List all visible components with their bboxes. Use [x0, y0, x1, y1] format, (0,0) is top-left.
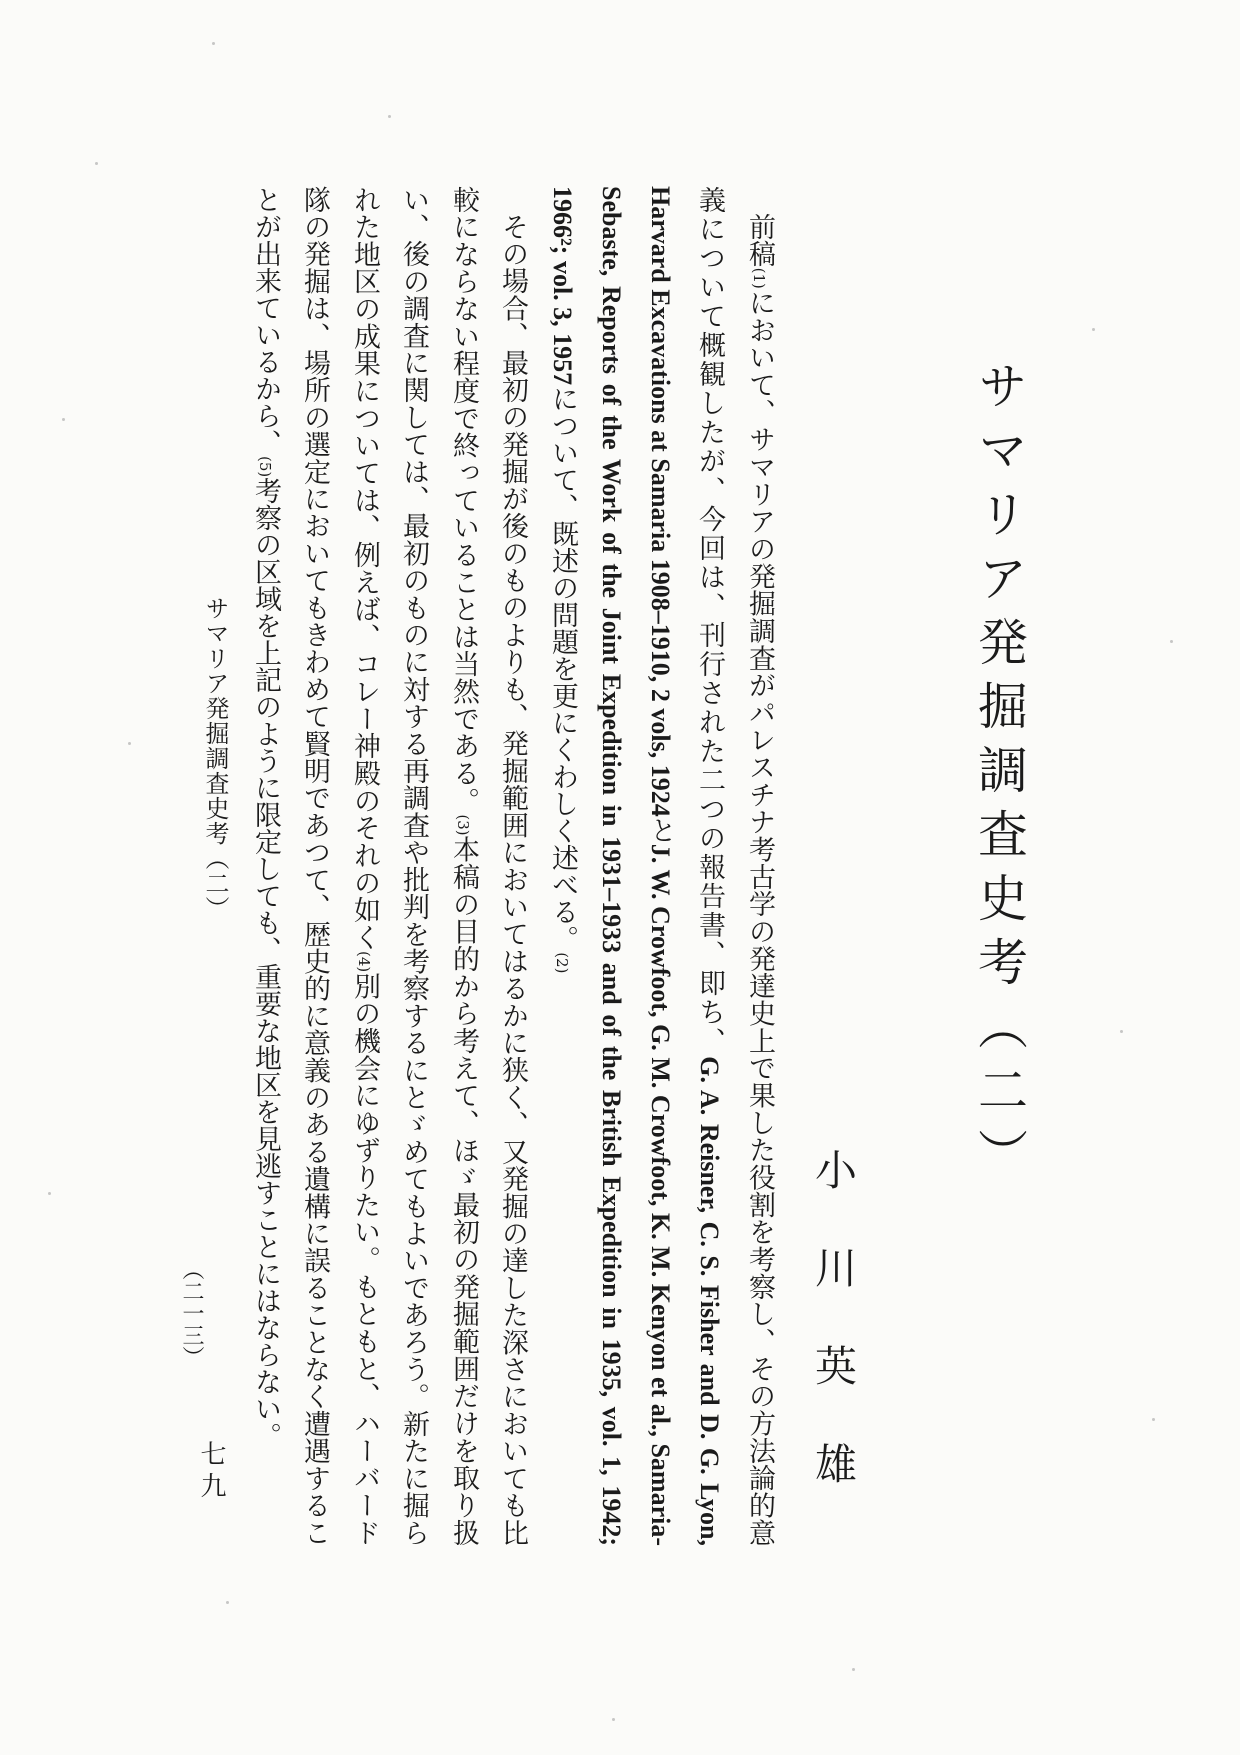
footnote-mark-1[interactable]: (1) [750, 267, 768, 289]
scan-speck [212, 42, 215, 45]
reference-crowfoot: J. W. Crowfoot, G. M. Crowfoot, K. M. Kenyon et al., Samaria-Sebaste, Reports of the Work of the Joint Expedition in 1931–1933 and of the British Expedition in 1935, vol. 1, 1942; 1966²; vol. 3, 1957 [548, 186, 675, 1547]
scan-speck [388, 115, 391, 118]
footnote-mark-2[interactable]: (2) [553, 952, 571, 974]
footnote-mark-4[interactable]: (4) [355, 951, 373, 973]
footnote-mark-3[interactable]: (3) [454, 814, 472, 836]
scan-speck [226, 1601, 229, 1604]
paragraph-1 [537, 186, 784, 1546]
paragraph-2 [240, 186, 537, 1546]
page-number-parenthesized: （二一三） [179, 1258, 204, 1368]
scan-speck [48, 1192, 51, 1195]
scan-speck [612, 1718, 615, 1721]
author-name: 小川英雄 [809, 1148, 858, 1540]
scan-speck [62, 418, 65, 421]
running-title: サマリア発掘調査史考（二） [201, 596, 229, 921]
scan-speck [1170, 640, 1173, 643]
para1-lead: 前稿 [744, 213, 775, 268]
scan-speck [1152, 1418, 1155, 1421]
body-text [240, 186, 784, 1546]
page-number: 七九 [196, 1440, 226, 1504]
scan-speck [852, 1668, 855, 1671]
para2-text-4: 考察の区域を上記のように限定しても、重要な地区を見逃すことにはならない。 [250, 477, 281, 1450]
para1-text: において、サマリアの発掘調査がパレスチナ考古学の発達史上で果した役割を考察し、その方法論的意義について概観したが、今回は、刊行された二つの報告書、即ち、 [694, 186, 775, 1546]
scan-speck [1120, 1030, 1123, 1033]
footnote-mark-5[interactable]: (5) [256, 456, 274, 478]
para2-text-3: 別の機会にゆずりたい。もともと、ハーバード隊の発掘は、場所の選定においてもきわめて賢明であつて、歴史的に意義のある遺構に誤ることなく遭遇することが出来ているから、 [250, 186, 380, 1547]
article-title: サマリア発掘調査史考（二） [970, 360, 1028, 1192]
scan-speck [128, 742, 131, 745]
para2-text-2: 本稿の目的から考えて、ほゞ最初の発掘範囲だけを取り扱い、後の調査に関しては、最初のものに対する再調査や批判を考察するにとゞめてもよいであろう。新たに掘られた地区の成果については、例えば、コレー神殿のそれの如く [349, 186, 479, 1547]
para1-conjunction: と [645, 816, 676, 844]
scan-speck [1092, 328, 1095, 331]
para2-text-1: その場合、最初の発掘が後のものよりも、発掘範囲においてはるかに狭く、又発掘の達した深さにおいても比較にならない程度で終っていることは当然である。 [448, 186, 528, 1547]
para1-tail: について、既述の問題を更にくわしく述べる。 [547, 385, 578, 953]
reference-reisner: G. A. Reisner, C. S. Fisher and D. G. Lyon, Harvard Excavations at Samaria 1908–1910, 2 vols, 1924 [646, 186, 724, 1546]
scan-speck [95, 162, 98, 165]
